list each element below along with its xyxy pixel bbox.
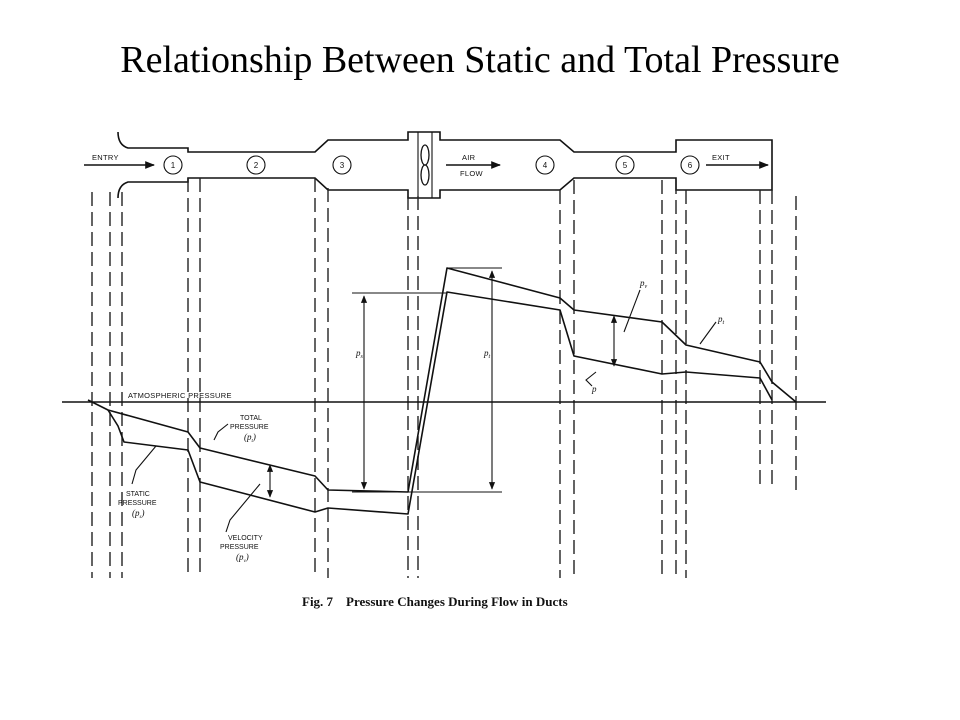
station-1-label: 1 [170, 161, 176, 170]
station-2 [247, 156, 265, 174]
svg-text:TOTAL: TOTAL [240, 415, 262, 422]
station-6-label: 6 [687, 161, 693, 170]
pt-dimension [408, 268, 502, 492]
station-2-label: 2 [253, 161, 259, 170]
station-5 [616, 156, 634, 174]
fan-blade-top-icon [421, 145, 429, 165]
svg-text:(pt): $(p_t)$ [244, 432, 256, 444]
static-pressure-curve [108, 292, 772, 514]
pv-dimension [586, 278, 725, 394]
total-pressure-label [214, 415, 269, 444]
flow-label: FLOW [460, 169, 483, 178]
svg-text:STATIC: STATIC [126, 491, 150, 498]
air-label: AIR [462, 153, 476, 162]
static-pressure-label [118, 446, 157, 520]
exit-label: EXIT [712, 153, 730, 162]
svg-text:(pv): $(p_v)$ [236, 552, 249, 564]
station-3-label: 3 [339, 161, 345, 170]
duct-schematic [84, 132, 772, 198]
p-symbol: p [592, 384, 597, 394]
station-1 [164, 156, 182, 174]
slide-title: Relationship Between Static and Total Pressure [120, 39, 840, 81]
station-dashed-lines [92, 178, 796, 578]
station-4-label: 4 [542, 161, 548, 170]
station-3 [333, 156, 351, 174]
station-4 [536, 156, 554, 174]
total-pressure-curve [88, 268, 796, 492]
entry-label: ENTRY [92, 153, 119, 162]
station-6 [681, 156, 699, 174]
pt-symbol: $p_t$ [484, 348, 491, 360]
pt-right-symbol: $p_t$ [718, 314, 725, 326]
pv-symbol: $p_v$ [640, 278, 648, 290]
ps-symbol: $p_s$ [356, 348, 363, 360]
svg-text:PRESSURE: PRESSURE [230, 424, 269, 431]
svg-text:PRESSURE: PRESSURE [118, 500, 157, 507]
svg-text:VELOCITY: VELOCITY [228, 535, 263, 542]
station-5-label: 5 [622, 161, 628, 170]
svg-text:PRESSURE: PRESSURE [220, 544, 259, 551]
figure-caption: Fig. 7 Pressure Changes During Flow in Ducts [302, 594, 568, 609]
svg-text:(ps): $(p_s)$ [132, 508, 145, 520]
atmospheric-pressure-label: ATMOSPHERIC PRESSURE [128, 391, 232, 400]
fan-blade-bottom-icon [421, 165, 429, 185]
ps-dimension [352, 293, 447, 492]
